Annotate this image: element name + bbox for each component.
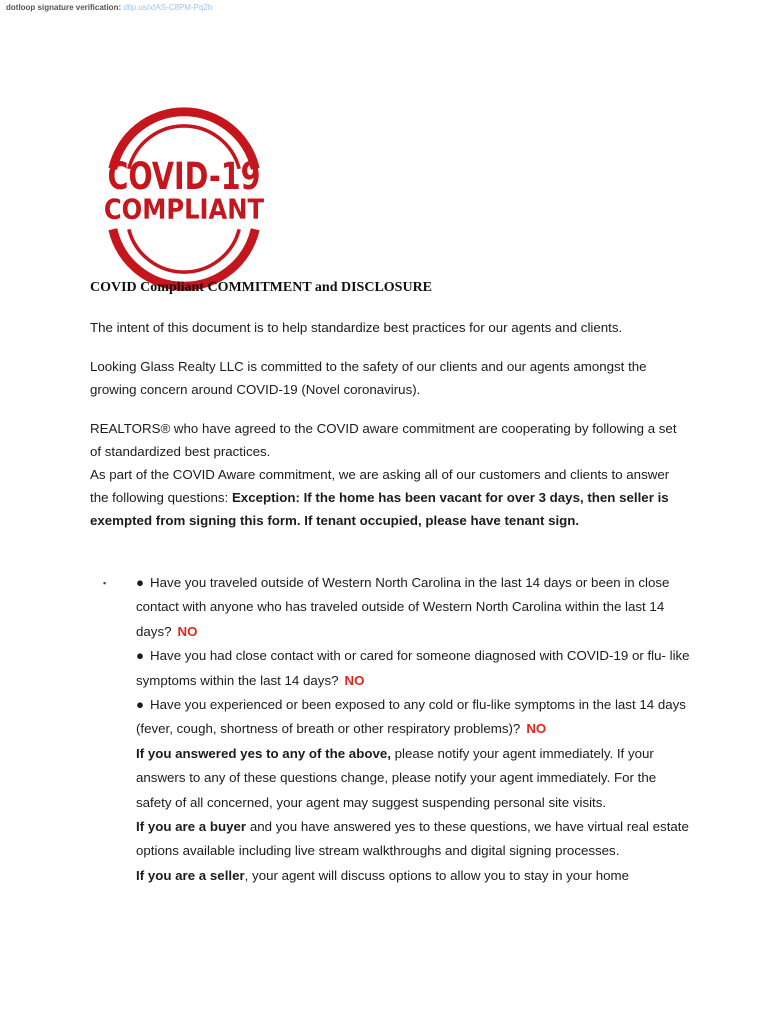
commitment-paragraph: Looking Glass Realty LLC is committed to the safety of our clients and our agents amongst the growing concern around COVID-19 (Novel coronavirus). xyxy=(90,359,647,397)
verification-link[interactable]: dtlp.us/xtAS-C8PM-Pq2b xyxy=(123,3,213,12)
question-1 xyxy=(136,571,690,644)
bullet-icon: ● xyxy=(136,697,145,713)
question-2 xyxy=(136,644,690,693)
buyer-notice xyxy=(136,815,690,864)
realtors-paragraph: REALTORS® who have agreed to the COVID aware commitment are cooperating by following a set of standardized best practices. xyxy=(90,421,677,459)
bullet-icon: ● xyxy=(136,575,145,590)
logo-inner-bottom-arc xyxy=(129,229,239,272)
question-text: Have you had close contact with or cared for someone diagnosed with COVID-19 or flu- like symptoms within the last 14 days? xyxy=(136,648,690,688)
answer-no: NO xyxy=(526,721,547,737)
bullet-icon: ● xyxy=(136,648,145,664)
verification-label: dotloop signature verification: xyxy=(6,3,122,12)
logo-line-1: COVID-19 xyxy=(107,154,261,199)
exception-text: Exception: If the home has been vacant for over 3 days, then seller is exempted from signing this form. If tenant occupied, please have tenant sign. xyxy=(90,490,669,528)
answer-no: NO xyxy=(177,623,198,639)
question-text: Have you experienced or been exposed to any cold or flu-like symptoms in the last 14 days (fever, cough, shortness of breath or other respiratory problems)? xyxy=(136,697,686,737)
questions-intro xyxy=(90,463,690,532)
document-title: COVID Compliant COMMITMENT and DISCLOSURE xyxy=(90,280,433,295)
yes-rest: please notify your agent immediately. If your answers to any of these questions change, please notify your agent immediately. For the safety of all concerned, your agent may suggest suspending personal site visits. xyxy=(136,745,657,810)
yes-notice xyxy=(136,742,690,815)
yes-lead: If you answered yes to any of the above, xyxy=(136,745,391,761)
covid-19-compliant-logo xyxy=(95,94,273,272)
seller-notice xyxy=(136,864,690,888)
buyer-lead: If you are a buyer xyxy=(136,819,247,835)
questions-list xyxy=(100,571,690,888)
question-3 xyxy=(136,693,690,742)
logo-outer-bottom-arc xyxy=(113,229,255,286)
seller-rest: , your agent will discuss options to allow you to stay in your home xyxy=(244,867,629,883)
logo-line-2: COMPLIANT xyxy=(103,192,265,226)
buyer-rest: and you have answered yes to these questions, we have virtual real estate options available including live stream walkthroughs and digital signing processes. xyxy=(136,819,689,859)
intro-paragraph: The intent of this document is to help standardize best practices for our agents and clients. xyxy=(90,320,623,335)
realtors-section xyxy=(90,417,690,532)
answer-no: NO xyxy=(344,672,365,688)
signature-verification xyxy=(6,3,212,12)
list-marker: ▪ xyxy=(103,578,107,588)
seller-lead: If you are a seller xyxy=(136,867,245,883)
question-text: Have you traveled outside of Western North Carolina in the last 14 days or been in close contact with anyone who has traveled outside of Western North Carolina within the last 14 days? xyxy=(136,575,670,639)
ask-text: As part of the COVID Aware commitment, we are asking all of our customers and clients to answer the following questions: xyxy=(90,467,670,505)
